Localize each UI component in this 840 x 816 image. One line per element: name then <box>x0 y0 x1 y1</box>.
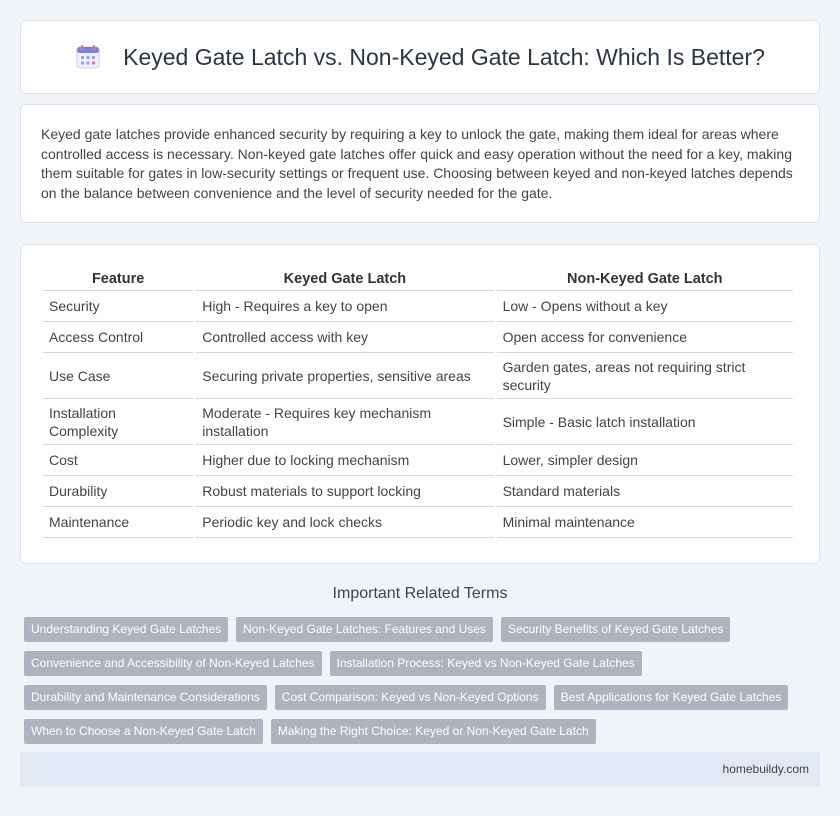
table-cell: Low - Opens without a key <box>497 291 793 322</box>
table-cell: Installation Complexity <box>43 399 193 445</box>
table-cell: Access Control <box>43 322 193 353</box>
table-row <box>43 445 793 476</box>
intro-card <box>20 104 820 223</box>
table-cell: Use Case <box>43 353 193 399</box>
related-term-tag[interactable]: Cost Comparison: Keyed vs Non-Keyed Options <box>275 685 546 710</box>
table-row <box>43 507 793 538</box>
related-terms-heading: Important Related Terms <box>332 585 508 602</box>
table-cell: Simple - Basic latch installation <box>497 399 793 445</box>
intro-text: Keyed gate latches provide enhanced security by requiring a key to unlock the gate, making them ideal for areas where controlled access is necessary. Non-keyed gate latches offer quick and easy operation without the need for a key, making them suitable for gates in low-security settings or frequent use. Choosing between keyed and non-keyed latches depends on the balance between convenience and the level of security needed for the gate. <box>41 126 793 201</box>
table-cell: Moderate - Requires key mechanism installation <box>196 399 493 445</box>
page-title: Keyed Gate Latch vs. Non-Keyed Gate Latch: Which Is Better? <box>123 43 765 70</box>
tag-row <box>24 685 824 710</box>
title-row <box>21 21 819 93</box>
related-term-tag[interactable]: When to Choose a Non-Keyed Gate Latch <box>24 719 263 744</box>
table-row <box>43 322 793 353</box>
table-cell: Higher due to locking mechanism <box>196 445 493 476</box>
table-row <box>43 476 793 507</box>
table-cell: Garden gates, areas not requiring strict security <box>497 353 793 399</box>
table-cell: Open access for convenience <box>497 322 793 353</box>
table-cell: Periodic key and lock checks <box>196 507 493 538</box>
table-cell: Minimal maintenance <box>497 507 793 538</box>
footer <box>20 752 820 786</box>
table-cell: Lower, simpler design <box>497 445 793 476</box>
tag-row <box>24 719 824 744</box>
table-cell: Robust materials to support locking <box>196 476 493 507</box>
related-term-tag[interactable]: Non-Keyed Gate Latches: Features and Uses <box>236 617 493 642</box>
calendar-icon <box>75 44 101 70</box>
table-row <box>43 353 793 399</box>
table-cell: Security <box>43 291 193 322</box>
related-term-tag[interactable]: Understanding Keyed Gate Latches <box>24 617 228 642</box>
tag-row <box>24 651 824 676</box>
related-term-tag[interactable]: Making the Right Choice: Keyed or Non-Keyed Gate Latch <box>271 719 596 744</box>
related-term-tag[interactable]: Best Applications for Keyed Gate Latches <box>554 685 789 710</box>
table-cell: Cost <box>43 445 193 476</box>
table-cell: Durability <box>43 476 193 507</box>
header-card <box>20 20 820 94</box>
column-header-feature: Feature <box>43 263 193 291</box>
related-term-tag[interactable]: Durability and Maintenance Considerations <box>24 685 267 710</box>
related-term-tag[interactable]: Convenience and Accessibility of Non-Keyed Latches <box>24 651 322 676</box>
table-cell: Controlled access with key <box>196 322 493 353</box>
related-term-tag[interactable]: Security Benefits of Keyed Gate Latches <box>501 617 730 642</box>
column-header-keyed: Keyed Gate Latch <box>196 263 493 291</box>
comparison-table-card <box>20 244 820 564</box>
table-cell: High - Requires a key to open <box>196 291 493 322</box>
comparison-table <box>40 263 796 538</box>
table-header-row <box>43 263 793 291</box>
tag-row <box>24 617 824 642</box>
table-row <box>43 291 793 322</box>
column-header-non-keyed: Non-Keyed Gate Latch <box>497 263 793 291</box>
table-cell: Maintenance <box>43 507 193 538</box>
table-cell: Securing private properties, sensitive areas <box>196 353 493 399</box>
table-cell: Standard materials <box>497 476 793 507</box>
footer-site-link[interactable]: homebuildy.com <box>722 762 809 776</box>
related-terms-tags <box>24 617 824 753</box>
table-row <box>43 399 793 445</box>
related-term-tag[interactable]: Installation Process: Keyed vs Non-Keyed Gate Latches <box>330 651 642 676</box>
